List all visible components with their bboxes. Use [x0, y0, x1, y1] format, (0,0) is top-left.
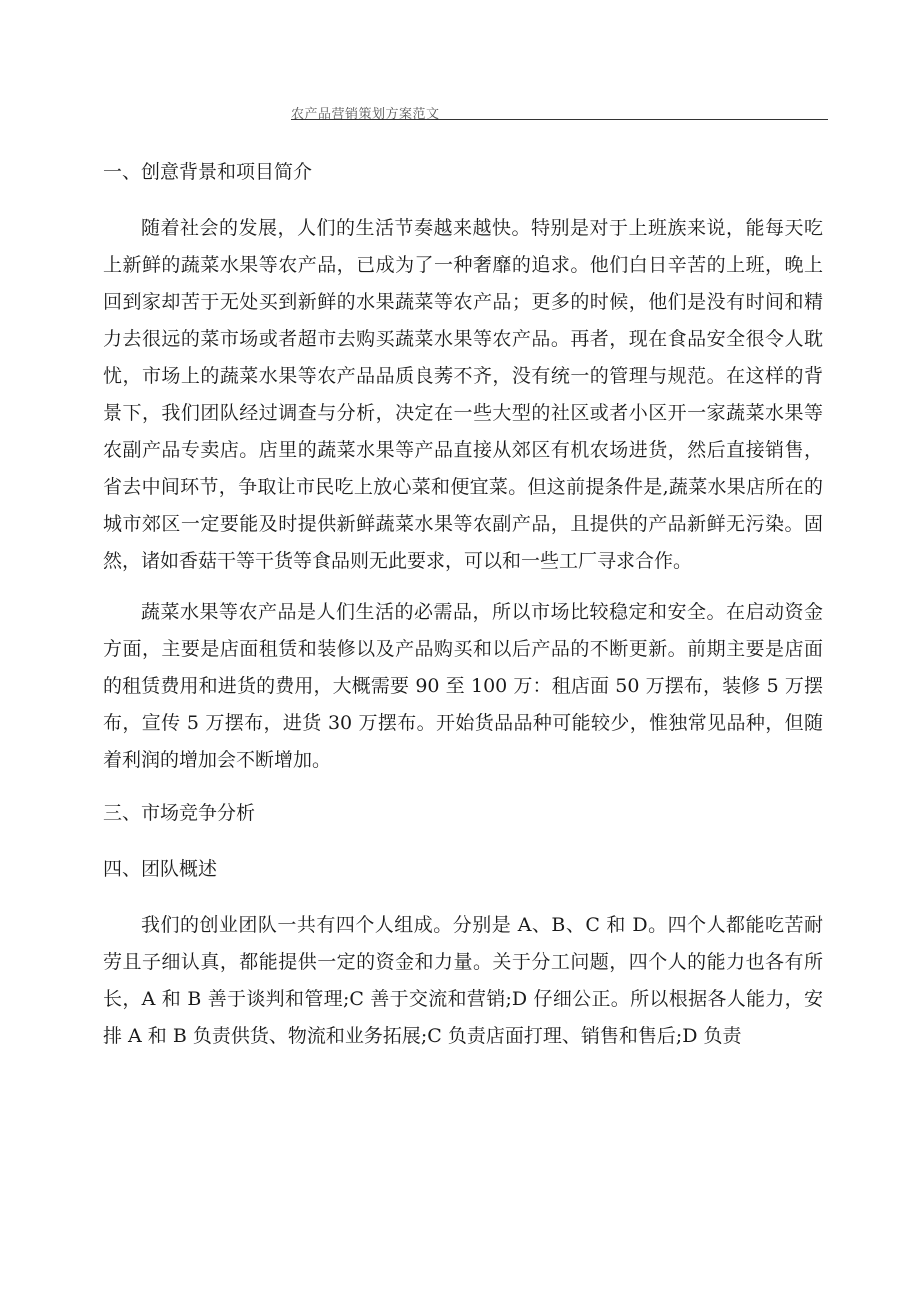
- section-heading-market-competition: 三、市场竞争分析: [103, 802, 256, 824]
- paragraph-team: 我们的创业团队一共有四个人组成。分别是 A、B、C 和 D。四个人都能吃苦耐劳且子细认真，都能提供一定的资金和力量。关于分工问题，四个人的能力也各有所长，A 和 B 善于谈判和管理;C 善于交流和营销;D 仔细公正。所以根据各人能力，安排 A 和 B 负责供货、物流和业务拓展;C 负责店面打理、销售和售后;D 负责: [103, 914, 823, 1047]
- document-body: [103, 150, 823, 1055]
- paragraph-background: 随着社会的发展，人们的生活节奏越来越快。特别是对于上班族来说，能每天吃上新鲜的蔬菜水果等农产品，已成为了一种奢靡的追求。他们白日辛苦的上班，晚上回到家却苦于无处买到新鲜的水果蔬菜等农产品；更多的时候，他们是没有时间和精力去很远的菜市场或者超市去购买蔬菜水果等农产品。再者，现在食品安全很令人耽忧，市场上的蔬菜水果等农产品品质良莠不齐，没有统一的管理与规范。在这样的背景下，我们团队经过调查与分析，决定在一些大型的社区或者小区开一家蔬菜水果等农副产品专卖店。店里的蔬菜水果等产品直接从郊区有机农场进货，然后直接销售，省去中间环节，争取让市民吃上放心菜和便宜菜。但这前提条件是,蔬菜水果店所在的城市郊区一定要能及时提供新鲜蔬菜水果等农副产品，且提供的产品新鲜无污染。固然，诸如香菇干等干货等食品则无此要求，可以和一些工厂寻求合作。: [103, 217, 823, 572]
- section-heading-creative-background: 一、创意背景和项目简介: [103, 161, 313, 183]
- paragraph-funding: 蔬菜水果等农产品是人们生活的必需品，所以市场比较稳定和安全。在启动资金方面，主要是店面租赁和装修以及产品购买和以后产品的不断更新。前期主要是店面的租赁费用和进货的费用，大概需要 90 至 100 万：租店面 50 万摆布，装修 5 万摆布，宣传 5 万摆布，进货 30 万摆布。开始货品品种可能较少，惟独常见品种，但随着利润的增加会不断增加。: [103, 601, 823, 771]
- running-header: 农产品营销策划方案范文: [291, 107, 440, 122]
- section-heading-team-overview: 四、团队概述: [103, 858, 218, 880]
- header-rule: [291, 119, 828, 120]
